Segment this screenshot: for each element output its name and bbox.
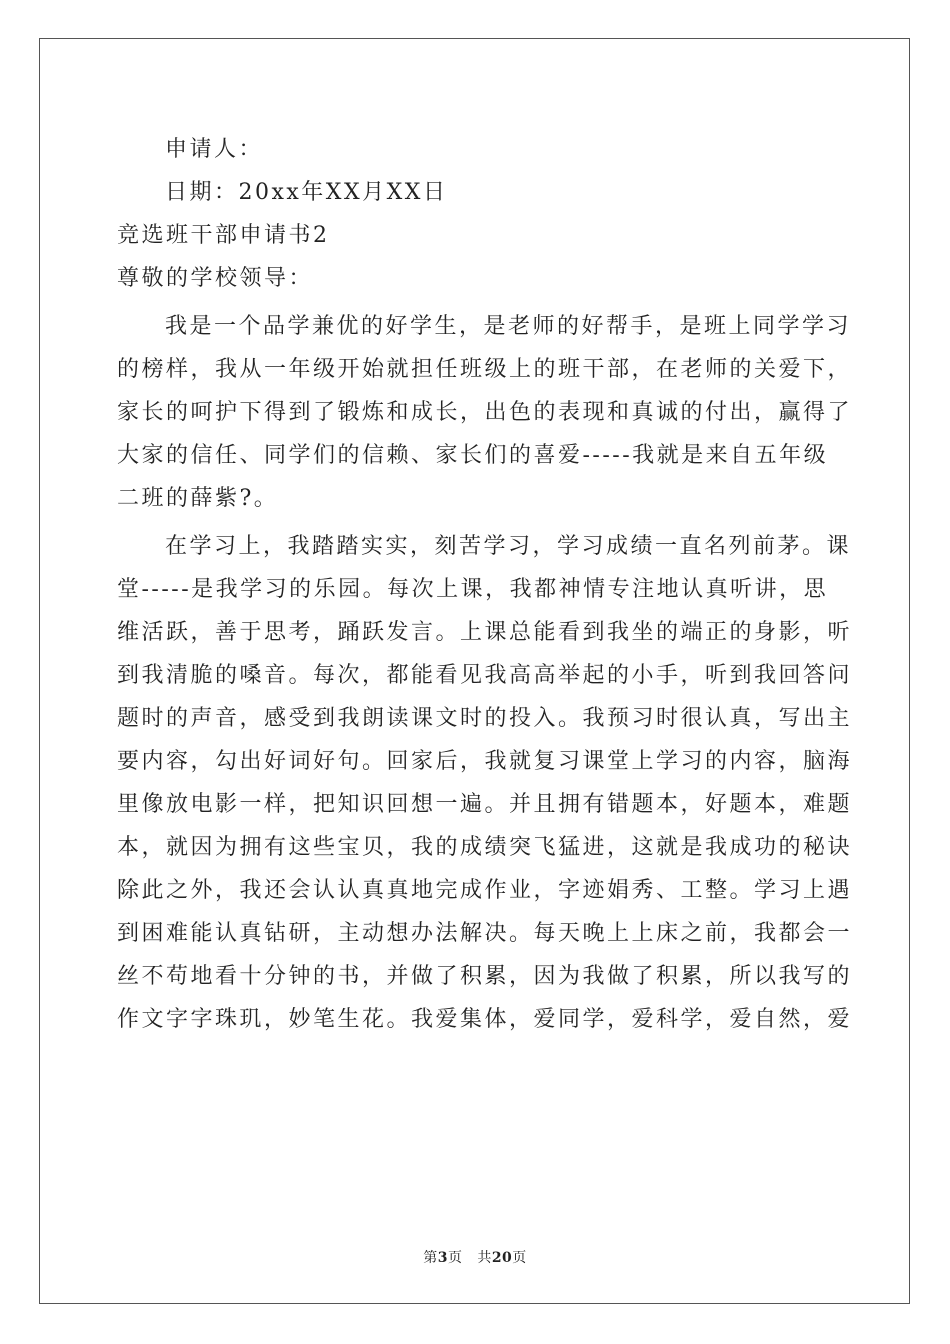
- paragraph-line: 二班的薛紫?。: [117, 486, 279, 511]
- paragraph-line: 家长的呵护下得到了锻炼和成长，出色的表现和真诚的付出，赢得了: [117, 400, 853, 425]
- page-footer: [0, 1247, 950, 1267]
- paragraph-line: 的榜样，我从一年级开始就担任班级上的班干部，在老师的关爱下，: [117, 357, 853, 382]
- paragraph-line: 题时的声音，感受到我朗读课文时的投入。我预习时很认真，写出主: [117, 706, 853, 731]
- paragraph-line: 要内容，勾出好词好句。回家后，我就复习课堂上学习的内容，脑海: [117, 749, 853, 774]
- paragraph-line: 作文字字珠玑，妙笔生花。我爱集体，爱同学，爱科学，爱自然，爱: [117, 1007, 853, 1032]
- date-label: 日期：20xx年XX月XX日: [165, 180, 448, 205]
- paragraph-line: 到困难能认真钻研，主动想办法解决。每天晚上上床之前，我都会一: [117, 921, 853, 946]
- paragraph-line: 除此之外，我还会认认真真地完成作业，字迹娟秀、工整。学习上遇: [117, 878, 853, 903]
- paragraph-2: [117, 525, 853, 1041]
- total-prefix: 共: [477, 1250, 492, 1266]
- paragraph-1: [117, 305, 853, 520]
- document-title: 竞选班干部申请书2: [117, 223, 330, 248]
- page-suffix: 页: [447, 1250, 463, 1266]
- paragraph-line: 丝不苟地看十分钟的书，并做了积累，因为我做了积累，所以我写的: [117, 964, 853, 989]
- paragraph-line: 在学习上，我踏踏实实，刻苦学习，学习成绩一直名列前茅。课: [165, 534, 852, 559]
- salutation: 尊敬的学校领导：: [117, 266, 314, 291]
- paragraph-line: 堂-----是我学习的乐园。每次上课，我都神情专注地认真听讲，思: [117, 577, 829, 602]
- paragraph-line: 本，就因为拥有这些宝贝，我的成绩突飞猛进，这就是我成功的秘诀: [117, 835, 853, 860]
- paragraph-line: 我是一个品学兼优的好学生，是老师的好帮手，是班上同学学习: [165, 314, 852, 339]
- page-prefix: 第: [423, 1250, 438, 1266]
- signature-label: 申请人：: [165, 137, 264, 162]
- page-total: 20: [491, 1250, 513, 1266]
- paragraph-line: 维活跃，善于思考，踊跃发言。上课总能看到我坐的端正的身影，听: [117, 620, 853, 645]
- total-suffix: 页: [512, 1250, 527, 1266]
- paragraph-line: 大家的信任、同学们的信赖、家长们的喜爱-----我就是来自五年级: [117, 443, 829, 468]
- page-current: 3: [437, 1250, 448, 1266]
- paragraph-line: 里像放电影一样，把知识回想一遍。并且拥有错题本，好题本，难题: [117, 792, 853, 817]
- document-body: [117, 128, 853, 1041]
- paragraph-line: 到我清脆的嗓音。每次，都能看见我高高举起的小手，听到我回答问: [117, 663, 853, 688]
